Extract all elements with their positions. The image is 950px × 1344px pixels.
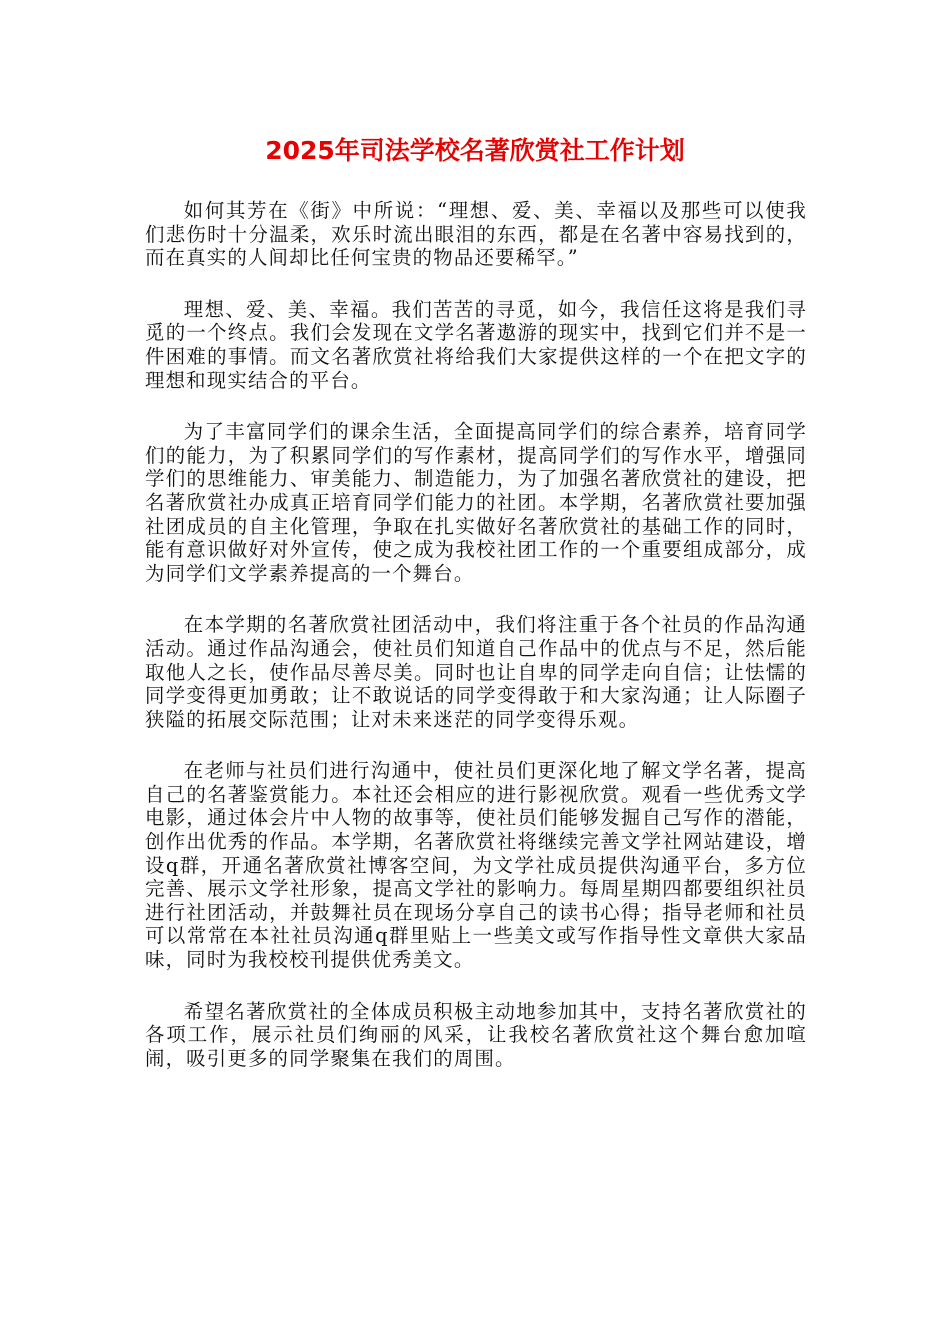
paragraph-5: 在老师与社员们进行沟通中，使社员们更深化地了解文学名著，提高自己的名著鉴赏能力。本社还会相应的进行影视欣赏。观看一些优秀文学电影，通过体会片中人物的故事等，使社员们能够发掘自己写作的潜能，创作出优秀的作品。本学期，名著欣赏社将继续完善文学社网站建设，增设q群，开通名著欣赏社博客空间，为文学社成员提供沟通平台，多方位完善、展示文学社形象，提高文学社的影响力。每周星期四都要组织社员进行社团活动，并鼓舞社员在现场分享自己的读书心得；指导老师和社员可以常常在本社社员沟通q群里贴上一些美文或写作指导性文章供大家品味，同时为我校校刊提供优秀美文。 <box>145 759 807 972</box>
paragraph-2: 理想、爱、美、幸福。我们苦苦的寻觅，如今，我信任这将是我们寻觅的一个终点。我们会发现在文学名著遨游的现实中，找到它们并不是一件困难的事情。而文名著欣赏社将给我们大家提供这样的一个在把文字的理想和现实结合的平台。 <box>145 297 807 392</box>
paragraph-1: 如何其芳在《街》中所说：“理想、爱、美、幸福以及那些可以使我们悲伤时十分温柔，欢乐时流出眼泪的东西，都是在名著中容易找到的，而在真实的人间却比任何宝贵的物品还要稀罕。” <box>145 199 807 270</box>
paragraph-6: 希望名著欣赏社的全体成员积极主动地参加其中，支持名著欣赏社的各项工作，展示社员们绚丽的风采，让我校名著欣赏社这个舞台愈加喧闹，吸引更多的同学聚集在我们的周围。 <box>145 999 807 1070</box>
paragraph-3: 为了丰富同学们的课余生活，全面提高同学们的综合素养，培育同学们的能力，为了积累同学们的写作素材，提高同学们的写作水平，增强同学们的思维能力、审美能力、制造能力，为了加强名著欣赏社的建设，把名著欣赏社办成真正培育同学们能力的社团。本学期，名著欣赏社要加强社团成员的自主化管理，争取在扎实做好名著欣赏社的基础工作的同时，能有意识做好对外宣传，使之成为我校社团工作的一个重要组成部分，成为同学们文学素养提高的一个舞台。 <box>145 420 807 585</box>
document-title: 2025年司法学校名著欣赏社工作计划 <box>265 136 685 165</box>
paragraph-4: 在本学期的名著欣赏社团活动中，我们将注重于各个社员的作品沟通活动。通过作品沟通会，使社员们知道自己作品中的优点与不足，然后能取他人之长，使作品尽善尽美。同时也让自卑的同学走向自信；让怯懦的同学变得更加勇敢；让不敢说话的同学变得敢于和大家沟通；让人际圈子狭隘的拓展交际范围；让对未来迷茫的同学变得乐观。 <box>145 613 807 731</box>
document-body <box>145 199 807 1098</box>
